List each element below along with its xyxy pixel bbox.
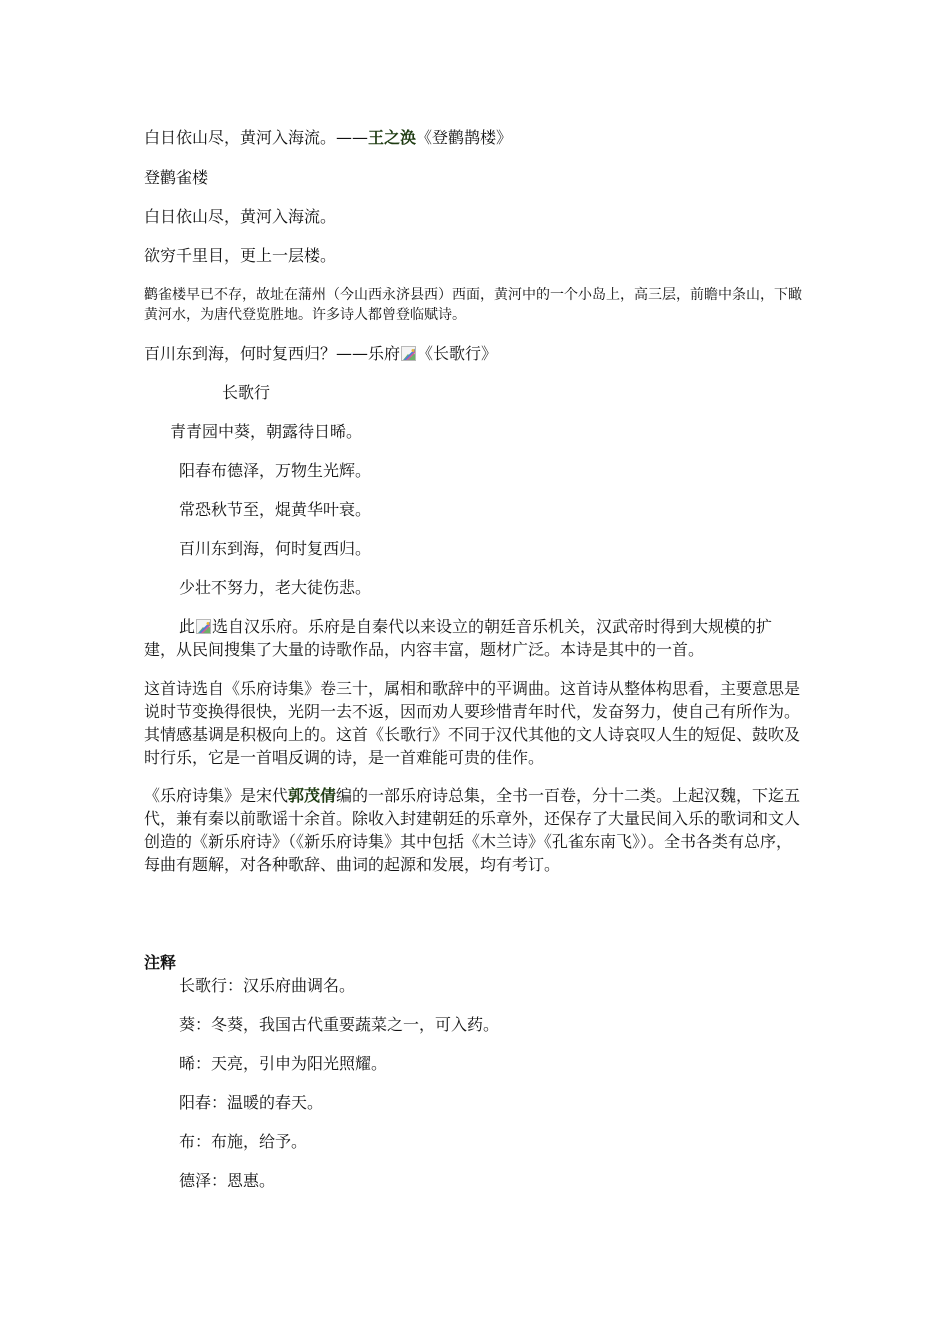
poem-line: 常恐秋节至，焜黄华叶衰。 — [179, 500, 372, 519]
work-title: 《登鹳鹊楼》 — [416, 128, 513, 147]
poem-title: 登鹳雀楼 — [144, 168, 209, 187]
author-name: 郭茂倩 — [288, 786, 337, 805]
broken-image-icon — [196, 619, 211, 634]
note-item: 葵：冬葵，我国古代重要蔬菜之一，可入药。 — [179, 1015, 500, 1034]
collection-text-before: 《乐府诗集》是宋代 — [144, 786, 289, 805]
broken-image-icon — [401, 346, 416, 361]
work-title: 《长歌行》 — [417, 344, 498, 363]
note-item: 长歌行：汉乐府曲调名。 — [179, 976, 356, 995]
intro-text: 选自汉乐府。乐府是自秦代以来设立的朝廷音乐机关，汉武帝时得到大规模的扩建，从民间搜集了大量的诗歌作品，内容丰富，题材广泛。本诗是其中的一首。 — [144, 617, 773, 659]
poem-line: 青青园中葵，朝露待日晞。 — [170, 422, 363, 441]
note-item: 布：布施，给予。 — [179, 1132, 308, 1151]
intro-paragraph — [144, 615, 804, 661]
collection-paragraph — [144, 784, 804, 876]
intro-prefix: 此 — [179, 617, 196, 636]
poem-line: 少壮不努力，老大徒伤悲。 — [179, 578, 372, 597]
notes-heading: 注释 — [144, 953, 177, 972]
author-name: 王之涣 — [368, 128, 417, 147]
note-item: 阳春：温暖的春天。 — [179, 1093, 324, 1112]
quote-line-1 — [144, 128, 512, 148]
quote-text: 百川东到海，何时复西归？——乐府 — [144, 344, 401, 363]
poem-line: 百川东到海，何时复西归。 — [179, 539, 372, 558]
analysis-paragraph: 这首诗选自《乐府诗集》卷三十，属相和歌辞中的平调曲。这首诗从整体构思看，主要意思是说时节变换得很快，光阴一去不返，因而劝人要珍惜青年时代，发奋努力，使自己有所作为。其情感基调是积极向上的。这首《长歌行》不同于汉代其他的文人诗哀叹人生的短促、鼓吹及时行乐，它是一首唱反调的诗，是一首难能可贵的佳作。 — [144, 679, 801, 767]
quote-text: 白日依山尽，黄河入海流。—— — [144, 128, 369, 147]
quote-line-2 — [144, 344, 497, 364]
poem-title: 长歌行 — [222, 383, 271, 402]
poem-note: 鹳雀楼早已不存，故址在蒲州（今山西永济县西）西面，黄河中的一个小岛上，高三层，前瞻中条山，下瞰黄河水，为唐代登览胜地。许多诗人都曾登临赋诗。 — [144, 287, 802, 323]
poem-line: 白日依山尽，黄河入海流。 — [144, 207, 337, 226]
note-item: 德泽：恩惠。 — [179, 1171, 276, 1190]
collection-text-after: 编的一部乐府诗总集，全书一百卷，分十二类。上起汉魏，下迄五代，兼有秦以前歌谣十余首。除收入封建朝廷的乐章外，还保存了大量民间入乐的歌词和文人创造的《新乐府诗》（《新乐府诗集》其中包括《木兰诗》《孔雀东南飞》）。全书各类有总序，每曲有题解，对各种歌辞、曲词的起源和发展，均有考订。 — [144, 786, 801, 874]
poem-line: 阳春布德泽，万物生光辉。 — [179, 461, 372, 480]
poem-line: 欲穷千里目，更上一层楼。 — [144, 246, 337, 265]
note-item: 晞：天亮，引申为阳光照耀。 — [179, 1054, 388, 1073]
